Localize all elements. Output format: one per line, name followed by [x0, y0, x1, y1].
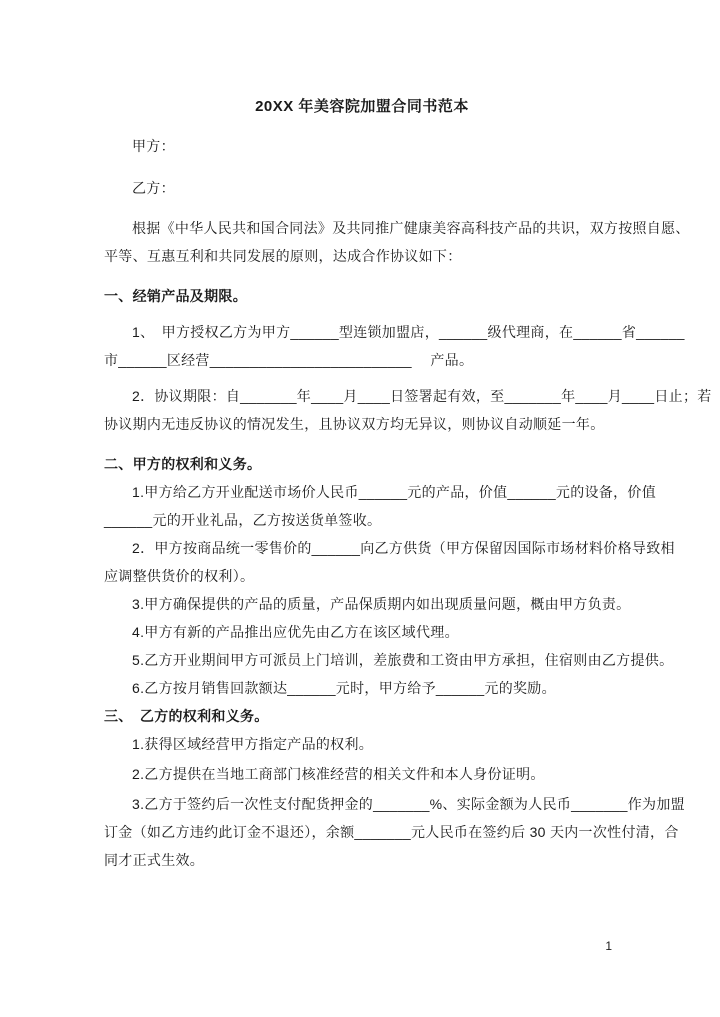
section-3-item-3-line: 3.乙方于签约后一次性支付配货押金的_______%、实际金额为人民币_______作为加盟	[132, 796, 685, 812]
section-3-item-2	[104, 760, 620, 788]
section-2-item-3-line: 3.甲方确保提供的产品的质量，产品保质期内如出现质量问题，概由甲方负责。	[132, 596, 631, 612]
party-a	[104, 132, 620, 160]
section-2-item-3	[104, 590, 631, 618]
section-2-heading-line: 二、甲方的权利和义务。	[104, 456, 262, 472]
intro-paragraph-line: 根据《中华人民共和国合同法》及共同推广健康美容高科技产品的共识，双方按照自愿、	[132, 220, 690, 236]
section-1-item-2-line: 2．协议期限：自_______年____月____日签署起有效，至_______年____月____日止；若	[132, 388, 712, 404]
section-3-heading	[104, 702, 620, 730]
party-b-line: 乙方：	[132, 180, 175, 196]
section-3-item-3-line: 同才正式生效。	[104, 852, 205, 868]
section-3-item-3-line: 订金（如乙方违约此订金不退还），余额_______元人民币在签约后 30 天内一次性付清，合	[104, 824, 679, 840]
section-2-item-4	[104, 618, 620, 646]
section-1-item-2-line: 协议期内无违反协议的情况发生，且协议双方均无异议，则协议自动顺延一年。	[104, 416, 605, 432]
section-2-item-2	[104, 534, 675, 590]
section-2-item-6	[104, 674, 620, 702]
section-2-heading	[104, 450, 620, 478]
document-body	[104, 132, 712, 874]
section-1-item-2	[104, 382, 712, 438]
section-2-item-2-line: 应调整供货价的权利）。	[104, 568, 255, 584]
section-2-item-5	[104, 646, 674, 674]
section-2-item-1-line: ______元的开业礼品，乙方按送货单签收。	[104, 512, 382, 528]
document-title: 20XX 年美容院加盟合同书范本	[255, 98, 469, 115]
section-3-item-1-line: 1.获得区域经营甲方指定产品的权利。	[132, 736, 374, 752]
page-number: 1	[605, 939, 612, 953]
section-3-item-2-line: 2.乙方提供在当地工商部门核准经营的相关文件和本人身份证明。	[132, 766, 545, 782]
section-1-item-1-line: 1、 甲方授权乙方为甲方______型连锁加盟店，______级代理商，在______省______	[132, 324, 685, 340]
section-1-heading-line: 一、经销产品及期限。	[104, 288, 247, 304]
section-2-item-5-line: 5.乙方开业期间甲方可派员上门培训，差旅费和工资由甲方承担，住宿则由乙方提供。	[132, 652, 674, 668]
section-2-item-1	[104, 478, 657, 534]
section-1-item-1-line: 市______区经营_________________________ 产品。	[104, 352, 474, 368]
section-3-item-1	[104, 730, 620, 758]
intro-paragraph-line: 平等、互惠互利和共同发展的原则，达成合作协议如下：	[104, 248, 462, 264]
section-3-heading-line: 三、 乙方的权利和义务。	[104, 708, 269, 724]
section-3-item-3	[104, 790, 685, 874]
section-1-heading	[104, 282, 620, 310]
section-1-item-1	[104, 318, 685, 374]
section-2-item-2-line: 2．甲方按商品统一零售价的______向乙方供货（甲方保留因国际市场材料价格导致相	[132, 540, 675, 556]
section-2-item-1-line: 1.甲方给乙方开业配送市场价人民币______元的产品，价值______元的设备，价值	[132, 484, 657, 500]
section-2-item-4-line: 4.甲方有新的产品推出应优先由乙方在该区域代理。	[132, 624, 459, 640]
party-b	[104, 174, 620, 202]
section-2-item-6-line: 6.乙方按月销售回款额达______元时，甲方给予______元的奖励。	[132, 680, 556, 696]
party-a-line: 甲方：	[132, 138, 175, 154]
intro-paragraph	[104, 214, 690, 270]
